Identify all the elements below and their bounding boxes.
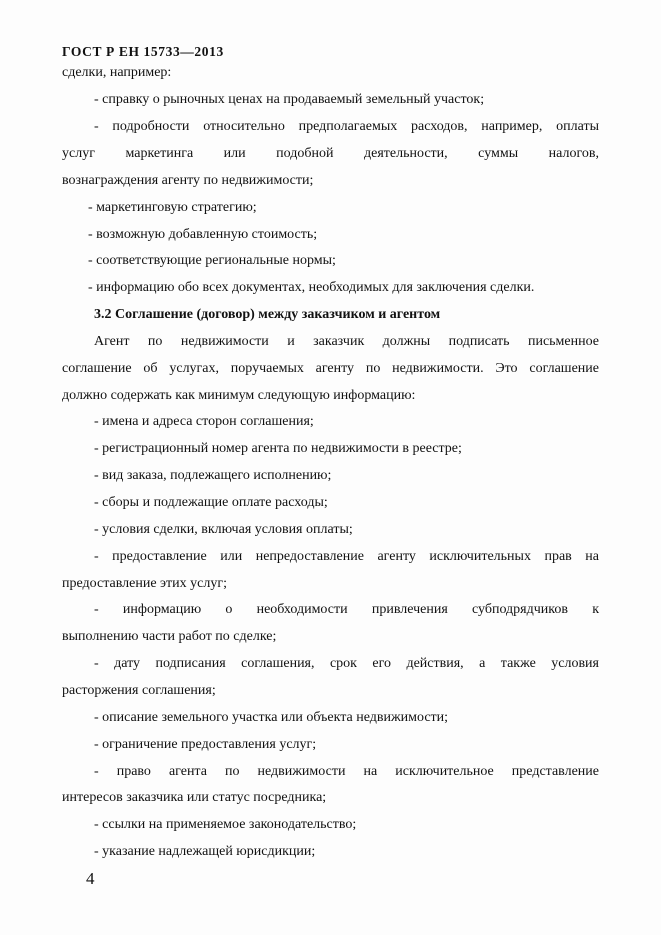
text-line: - подробности относительно предполагаемых расходов, например, оплаты	[94, 119, 599, 134]
text-line: услуг маркетинга или подобной деятельности, суммы налогов,	[62, 146, 599, 161]
text-line: сделки, например:	[62, 65, 172, 80]
text-line: - информацию обо всех документах, необходимых для заключения сделки.	[88, 280, 535, 295]
text-line: - возможную добавленную стоимость;	[88, 227, 318, 242]
text-line: - ссылки на применяемое законодательство;	[94, 817, 357, 832]
text-line: - описание земельного участка или объекта недвижимости;	[94, 710, 449, 725]
text-line: - предоставление или непредоставление агенту исключительных прав на	[94, 549, 599, 564]
text-line: предоставление этих услуг;	[62, 576, 227, 591]
text-line: - сборы и подлежащие оплате расходы;	[94, 495, 328, 510]
text-line: - справку о рыночных ценах на продаваемый земельный участок;	[94, 92, 485, 107]
text-line: интересов заказчика или статус посредника;	[62, 790, 327, 805]
text-line: должно содержать как минимум следующую информацию:	[62, 388, 416, 403]
text-line: - соответствующие региональные нормы;	[88, 253, 336, 268]
text-line: - информацию о необходимости привлечения субподрядчиков к	[94, 602, 599, 617]
text-line: вознаграждения агенту по недвижимости;	[62, 173, 314, 188]
text-line: - маркетинговую стратегию;	[88, 200, 257, 215]
section-heading: 3.2 Соглашение (договор) между заказчиком и агентом	[94, 307, 441, 322]
text-line: - дату подписания соглашения, срок его действия, а также условия	[94, 656, 599, 671]
text-line: Агент по недвижимости и заказчик должны подписать письменное	[94, 334, 599, 349]
text-line: - регистрационный номер агента по недвижимости в реестре;	[94, 441, 462, 456]
text-line: - указание надлежащей юрисдикции;	[94, 844, 316, 859]
page-number: 4	[86, 869, 95, 888]
text-line: - имена и адреса сторон соглашения;	[94, 414, 314, 429]
text-line: - право агента по недвижимости на исключительное представление	[94, 764, 599, 779]
text-line: - вид заказа, подлежащего исполнению;	[94, 468, 332, 483]
text-line: - ограничение предоставления услуг;	[94, 737, 317, 752]
text-line: расторжения соглашения;	[62, 683, 216, 698]
document-header: ГОСТ Р ЕН 15733—2013	[62, 44, 224, 59]
text-line: выполнению части работ по сделке;	[62, 629, 277, 644]
text-line: - условия сделки, включая условия оплаты;	[94, 522, 353, 537]
text-line: соглашение об услугах, поручаемых агенту по недвижимости. Это соглашение	[62, 361, 599, 376]
